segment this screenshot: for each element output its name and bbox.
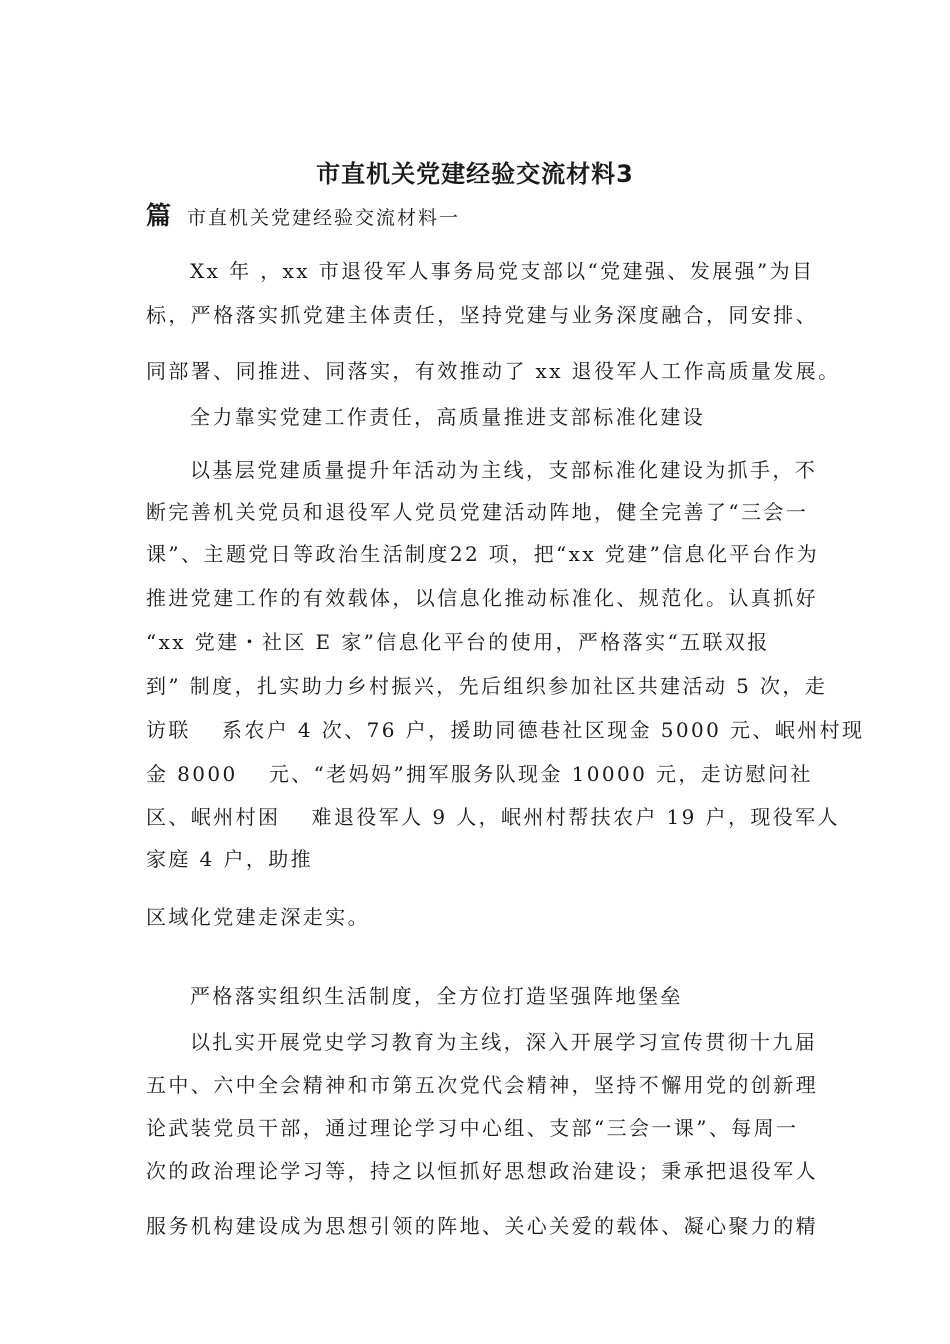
paragraph-line: 标，严格落实抓党建主体责任，坚持党建与业务深度融合，同安排、: [146, 303, 818, 327]
paragraph-line: 服务机构建设成为思想引领的阵地、关心关爱的载体、凝心聚力的精: [146, 1214, 818, 1238]
paragraph-line: 同部署、同推进、同落实，有效推动了 xx 退役军人工作高质量发展。: [146, 359, 841, 383]
section-heading: 严格落实组织生活制度，全方位打造坚强阵地堡垒: [190, 984, 683, 1008]
section-heading: 全力靠实党建工作责任，高质量推进支部标准化建设: [190, 405, 706, 429]
paragraph-line: 断完善机关党员和退役军人党员党建活动阵地，健全完善了“三会一: [146, 500, 809, 524]
subtitle-mark: 篇: [146, 201, 174, 230]
paragraph-line: 区域化党建走深走实。: [146, 905, 370, 929]
paragraph-line: 以扎实开展党史学习教育为主线，深入开展学习宣传贯彻十九届: [190, 1030, 818, 1054]
paragraph-line: 论武装党员干部，通过理论学习中心组、支部“三会一课”、每周一: [146, 1116, 799, 1140]
paragraph-line: “xx 党建・社区 E 家”信息化平台的使用，严格落实“五联双报: [146, 630, 770, 654]
paragraph-line: 访联 系农户 4 次、76 户，援助同德巷社区现金 5000 元、岷州村现: [146, 718, 865, 742]
paragraph-line: 家庭 4 户，助推: [146, 847, 314, 871]
paragraph-line: 以基层党建质量提升年活动为主线，支部标准化建设为抓手，不: [190, 458, 818, 482]
paragraph-line: 区、岷州村困 难退役军人 9 人，岷州村帮扶农户 19 户，现役军人: [146, 805, 840, 829]
paragraph-line: 推进党建工作的有效载体，以信息化推动标准化、规范化。认真抓好: [146, 586, 818, 610]
document-title: 市直机关党建经验交流材料3: [316, 160, 634, 188]
document-subtitle: [146, 196, 460, 232]
paragraph-line: 课”、主题党日等政治生活制度22 项，把“xx 党建”信息化平台作为: [146, 542, 819, 566]
paragraph-line: 次的政治理论学习等，持之以恒抓好思想政治建设；秉承把退役军人: [146, 1159, 818, 1183]
paragraph-line: 五中、六中全会精神和市第五次党代会精神，坚持不懈用党的创新理: [146, 1073, 818, 1097]
paragraph-line: 到” 制度，扎实助力乡村振兴，先后组织参加社区共建活动 5 次，走: [146, 674, 828, 698]
paragraph-line: Xx 年 ，xx 市退役军人事务局党支部以“党建强、发展强”为目: [190, 259, 815, 283]
paragraph-line: 金 8000 元、“老妈妈”拥军服务队现金 10000 元，走访慰问社: [146, 762, 813, 786]
subtitle-text: 市直机关党建经验交流材料一: [187, 207, 461, 229]
